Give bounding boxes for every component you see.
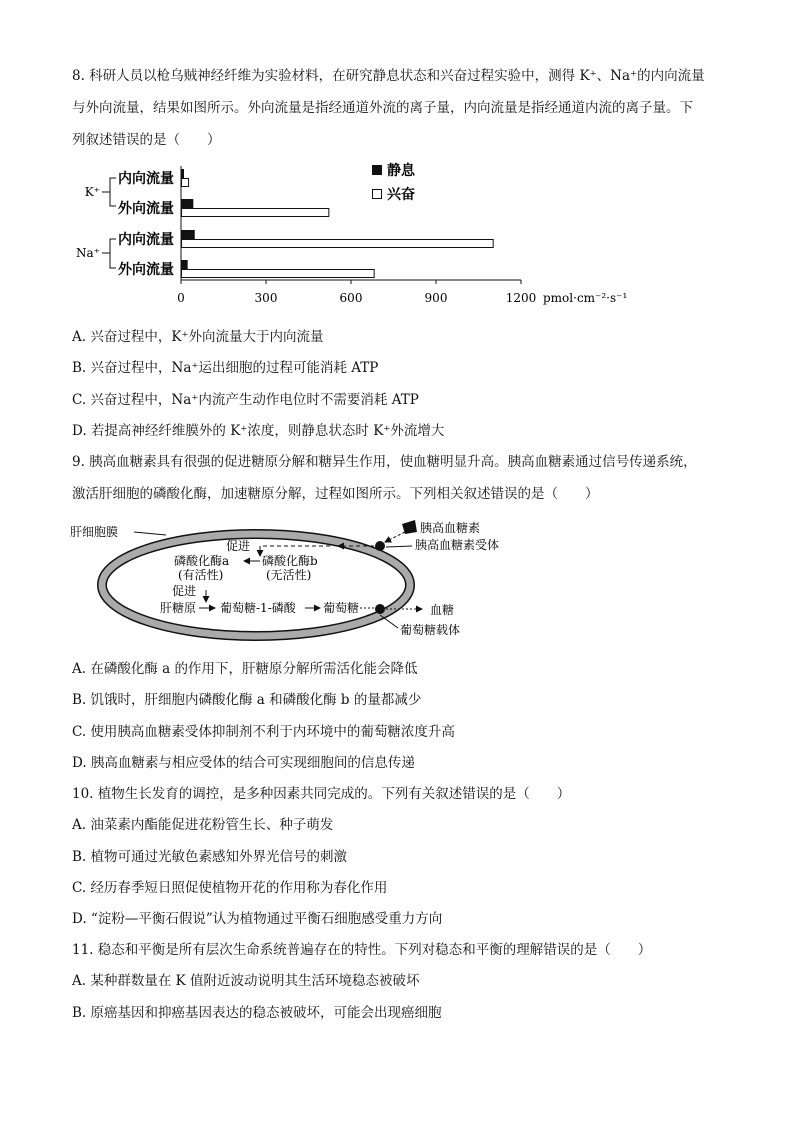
k-group-label: K⁺ <box>84 185 100 199</box>
q10-option-b: B. 植物可通过光敏色素感知外界光信号的刺激 <box>72 849 348 865</box>
q10-stem: 10. 植物生长发育的调控，是多种因素共同完成的。下列有关叙述错误的是（ ） <box>72 786 571 802</box>
x-tick-label: 900 <box>424 291 448 305</box>
legend-swatch-excited <box>373 190 382 199</box>
ion-flux-bar-chart <box>60 158 650 308</box>
receptor-label: 胰高血糖素受体 <box>415 538 500 552</box>
q9-option-a: A. 在磷酸化酶 a 的作用下，肝糖原分解所需活化能会降低 <box>72 661 418 677</box>
membrane-label: 肝细胞膜 <box>70 525 119 539</box>
q8-option-a: A. 兴奋过程中，K⁺外向流量大于内向流量 <box>72 329 324 345</box>
x-tick-label: 1200 <box>505 291 537 305</box>
carrier-label: 葡萄糖载体 <box>400 623 461 637</box>
bar-rest <box>182 200 193 208</box>
glucagon-receptor <box>375 541 385 551</box>
q8-stem-line-1: 8. 科研人员以枪乌贼神经纤维为实验材料，在研究静息状态和兴奋过程实验中，测得 K⁺、Na⁺的内向流量 <box>72 68 705 84</box>
enzyme-b-state: (无活性) <box>266 568 312 582</box>
x-tick-label: 600 <box>339 291 363 305</box>
q10-option-c: C. 经历春季短日照促使植物开花的作用称为春化作用 <box>72 880 388 896</box>
q9-option-c: C. 使用胰高血糖素受体抑制剂不利于内环境中的葡萄糖浓度升高 <box>72 724 455 740</box>
na-group-brace <box>102 239 116 268</box>
q10-option-d: D. “淀粉—平衡石假说”认为植物通过平衡石细胞感受重力方向 <box>72 911 443 927</box>
enzyme-a-state: (有活性) <box>178 568 224 582</box>
na-group-label: Na⁺ <box>76 246 100 260</box>
q8-option-d: D. 若提高神经纤维膜外的 K⁺浓度，则静息状态时 K⁺外流增大 <box>72 423 445 439</box>
glucose-label: 葡萄糖 <box>323 601 360 615</box>
promote-label-1: 促进 <box>226 539 251 553</box>
q9-option-d: D. 胰高血糖素与相应受体的结合可实现细胞间的信息传递 <box>72 755 415 771</box>
bar-rest <box>182 261 188 269</box>
category-label: 外向流量 <box>118 262 174 278</box>
q11-option-a: A. 某种群数量在 K 值附近波动说明其生活环境稳态被破坏 <box>72 973 420 989</box>
blood-glucose-label: 血糖 <box>430 603 455 617</box>
bar-rest <box>182 231 195 239</box>
category-label: 外向流量 <box>118 201 174 217</box>
q8-stem-line-2: 与外向流量，结果如图所示。外向流量是指经通道外流的离子量，内向流量是指经通道内流的离子量。下 <box>72 100 693 116</box>
q8-option-b: B. 兴奋过程中，Na⁺运出细胞的过程可能消耗 ATP <box>72 360 379 376</box>
bar-rest <box>182 170 184 178</box>
bar-excited <box>182 179 189 187</box>
legend-label-rest: 静息 <box>387 163 415 179</box>
bar-excited <box>182 209 329 217</box>
k-group-brace <box>102 178 116 206</box>
q9-stem-line-2: 激活肝细胞的磷酸化酶，加速糖原分解，过程如图所示。下列相关叙述错误的是（ ） <box>72 486 599 502</box>
q11-stem: 11. 稳态和平衡是所有层次生命系统普遍存在的特性。下列对稳态和平衡的理解错误的是（ ） <box>72 942 652 958</box>
legend-swatch-rest <box>372 165 382 175</box>
enzyme-b-label: 磷酸化酶b <box>262 554 318 568</box>
bar-excited <box>182 270 375 278</box>
q9-option-b: B. 饥饿时，肝细胞内磷酸化酶 a 和磷酸化酶 b 的量都减少 <box>72 692 422 708</box>
q9-stem-line-1: 9. 胰高血糖素具有很强的促进糖原分解和糖异生作用，使血糖明显升高。胰高血糖素通过信号传递系统， <box>72 454 697 470</box>
g1p-label: 葡萄糖-1-磷酸 <box>220 601 296 615</box>
category-label: 内向流量 <box>118 171 174 187</box>
bar-excited <box>182 240 494 248</box>
liver-cell-diagram <box>60 512 530 642</box>
promote-label-2: 促进 <box>172 584 197 598</box>
q8-option-c: C. 兴奋过程中，Na⁺内流产生动作电位时不需要消耗 ATP <box>72 392 419 408</box>
glucose-carrier <box>375 604 385 614</box>
category-label: 内向流量 <box>118 232 174 248</box>
x-tick-label: 300 <box>254 291 278 305</box>
glycogen-label: 肝糖原 <box>160 601 197 615</box>
q10-option-a: A. 油菜素内酯能促进花粉管生长、种子萌发 <box>72 817 334 833</box>
enzyme-a-label: 磷酸化酶a <box>174 554 230 568</box>
glucagon-label: 胰高血糖素 <box>420 521 481 535</box>
q8-stem-line-3: 列叙述错误的是（ ） <box>72 132 221 148</box>
x-unit-label: pmol·cm⁻²·s⁻¹ <box>543 291 628 305</box>
q11-option-b: B. 原癌基因和抑癌基因表达的稳态被破坏，可能会出现癌细胞 <box>72 1005 442 1021</box>
legend-label-excited: 兴奋 <box>387 187 415 203</box>
x-tick-label: 0 <box>177 291 185 305</box>
